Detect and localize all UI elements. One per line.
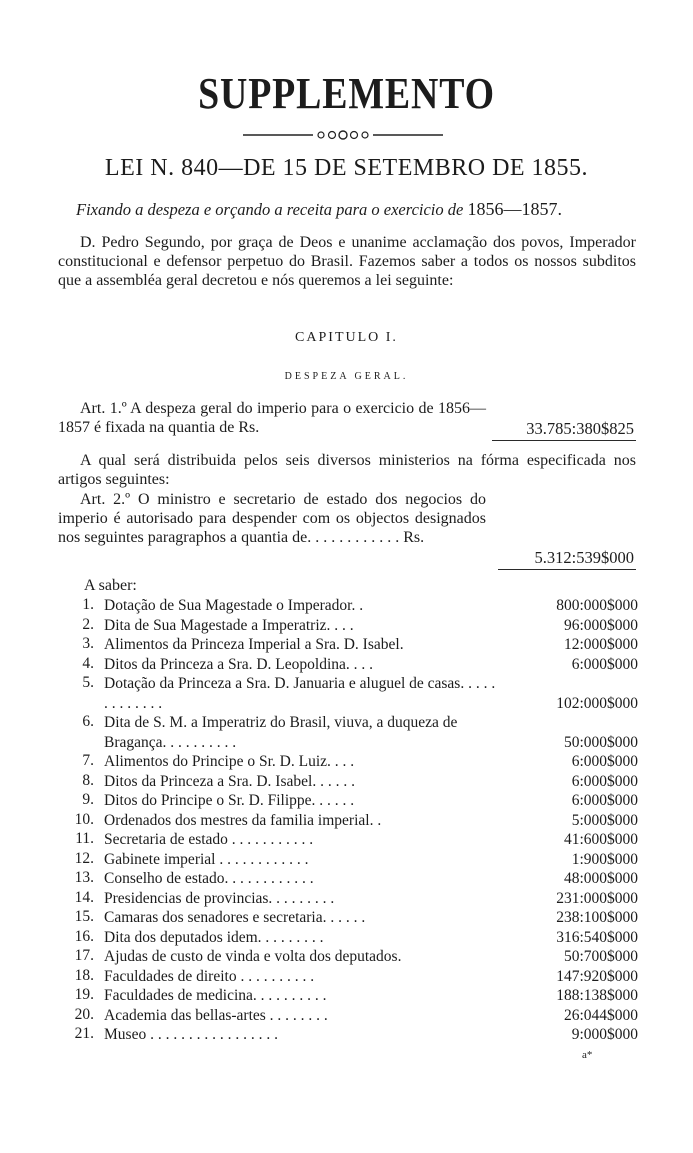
item-value: 147:920$000 <box>556 967 638 985</box>
item-number: 14. <box>74 888 94 906</box>
item-value: 316:540$000 <box>556 928 638 946</box>
list-item <box>0 928 693 948</box>
item-text: Ditos da Princeza a Sra. D. Leopoldina. . . . <box>104 655 374 673</box>
item-number: 10. <box>74 810 94 828</box>
ornament-divider <box>243 129 443 141</box>
item-value: 48:000$000 <box>563 870 638 887</box>
item-number: 18. <box>74 966 94 984</box>
article-1-amount: 33.785:380$825 <box>526 419 634 438</box>
item-text: Secretaria de estado . . . . . . . . . . . <box>104 831 314 848</box>
item-text: Dita de Sua Magestade a Imperatriz. . . . <box>104 616 354 634</box>
item-text: Academia das bellas-artes . . . . . . . . <box>104 1006 328 1024</box>
list-item <box>0 616 693 636</box>
item-text: Alimentos da Princeza Imperial a Sra. D. Isabel. <box>104 636 404 653</box>
distribution-paragraph: A qual será distribuida pelos seis diversos ministerios na fórma especificada nos artigos seguintes: <box>58 452 636 488</box>
item-value: 6:000$000 <box>571 772 638 790</box>
list-item <box>0 1006 693 1026</box>
item-value: 50:700$000 <box>563 948 638 965</box>
list-item <box>0 1025 693 1045</box>
item-number: 15. <box>74 908 94 925</box>
item-value: 9:000$000 <box>571 1026 638 1043</box>
item-value: 41:600$000 <box>563 831 638 848</box>
item-text: Camaras dos senadores e secretaria. . . . . . <box>104 909 366 926</box>
item-value: 800:000$000 <box>556 597 638 614</box>
item-text: Faculdades de direito . . . . . . . . . . <box>104 967 315 985</box>
list-item <box>0 850 693 870</box>
list-item <box>0 752 693 772</box>
list-item <box>0 869 693 889</box>
item-value: 26:044$000 <box>563 1006 638 1024</box>
article-2-amount: 5.312:539$000 <box>534 548 634 567</box>
item-number: 19. <box>74 986 94 1003</box>
list-item <box>0 674 693 713</box>
list-item <box>0 908 693 928</box>
item-text: Presidencias de provincias. . . . . . . . . <box>104 889 335 907</box>
list-item <box>0 655 693 675</box>
intro-paragraph: D. Pedro Segundo, por graça de Deos e unanime acclamação dos povos, Imperador constitucional e defensor perpetuo do Brasil. Fazemos saber a todos os nossos subditos que a assembléa geral decretou e nós queremos a lei seguinte: <box>58 234 636 289</box>
list-item <box>0 986 693 1006</box>
item-value: 188:138$000 <box>556 987 638 1004</box>
law-subtitle <box>76 199 562 220</box>
item-number: 2. <box>82 615 94 633</box>
item-value: 238:100$000 <box>556 909 638 926</box>
item-text: Conselho de estado. . . . . . . . . . . . <box>104 870 314 887</box>
list-item <box>0 713 693 752</box>
item-value: 5:000$000 <box>571 811 638 829</box>
item-number: 7. <box>82 752 94 769</box>
item-number: 3. <box>82 635 94 652</box>
subtitle-years: 1856—1857. <box>467 199 562 219</box>
amount-underline <box>492 440 636 441</box>
item-number: 21. <box>74 1025 94 1042</box>
item-number: 9. <box>82 791 94 808</box>
item-number: 6. <box>82 713 94 730</box>
list-item <box>0 830 693 850</box>
item-value: 6:000$000 <box>571 753 638 770</box>
item-text: Ordenados dos mestres da familia imperial. . <box>104 811 382 829</box>
item-text: Alimentos do Principe o Sr. D. Luiz. . . . <box>104 753 355 770</box>
list-item <box>0 772 693 792</box>
item-value: 6:000$000 <box>571 655 638 673</box>
item-text: Dita de S. M. a Imperatriz do Brasil, viuva, a duqueza de Bragança. . . . . . . . . . <box>104 714 458 751</box>
item-value: 50:000$000 <box>563 733 638 751</box>
item-text: Ditos da Princeza a Sra. D. Isabel. . . . . . <box>104 772 355 790</box>
item-number: 4. <box>82 654 94 672</box>
item-value: 1:900$000 <box>571 850 638 868</box>
item-text: Dotação da Princeza a Sra. D. Januaria e aluguel de casas. . . . . . . . . . . . . <box>104 675 496 712</box>
item-text: Dita dos deputados idem. . . . . . . . . <box>104 928 324 946</box>
list-item <box>0 811 693 831</box>
item-number: 12. <box>74 849 94 867</box>
item-number: 8. <box>82 771 94 789</box>
item-number: 17. <box>74 947 94 964</box>
list-item <box>0 596 693 616</box>
section-heading: DESPEZA GERAL. <box>284 371 409 382</box>
list-item <box>0 791 693 811</box>
a-saber-label: A saber: <box>84 577 137 594</box>
item-number: 20. <box>74 1005 94 1023</box>
item-value: 12:000$000 <box>563 636 638 653</box>
item-number: 5. <box>82 674 94 691</box>
expense-list <box>0 596 693 1045</box>
list-item <box>0 947 693 967</box>
item-value: 6:000$000 <box>571 792 638 809</box>
item-value: 231:000$000 <box>556 889 638 907</box>
item-number: 1. <box>82 596 94 613</box>
item-text: Faculdades de medicina. . . . . . . . . . <box>104 987 327 1004</box>
signature-mark: a* <box>582 1049 593 1061</box>
subtitle-text: Fixando a despeza e orçando a receita para o exercicio de <box>76 200 464 219</box>
list-item <box>0 635 693 655</box>
page-title: SUPPLEMENTO <box>198 69 495 118</box>
list-item <box>0 889 693 909</box>
article-1-text: Art. 1.º A despeza geral do imperio para o exercicio de 1856—1857 é fixada na quantia de Rs. <box>58 400 486 436</box>
item-text: Gabinete imperial . . . . . . . . . . . . <box>104 850 309 868</box>
item-text: Museo . . . . . . . . . . . . . . . . . <box>104 1026 278 1043</box>
law-heading: LEI N. 840—DE 15 DE SETEMBRO DE 1855. <box>104 155 589 181</box>
item-value: 96:000$000 <box>563 616 638 634</box>
item-text: Ajudas de custo de vinda e volta dos deputados. <box>104 948 402 965</box>
amount-underline <box>498 569 636 570</box>
item-number: 16. <box>74 927 94 945</box>
list-item <box>0 967 693 987</box>
item-text: Ditos do Principe o Sr. D. Filippe. . . . . . <box>104 792 355 809</box>
item-value: 102:000$000 <box>556 694 638 712</box>
item-text: Dotação de Sua Magestade o Imperador. . <box>104 597 364 614</box>
item-number: 11. <box>75 830 94 847</box>
chapter-heading: CAPITULO I. <box>295 330 398 345</box>
item-number: 13. <box>74 869 94 886</box>
article-2-text: Art. 2.º O ministro e secretario de estado dos negocios do imperio é autorisado para despender com os objectos designados nos seguintes paragraphos a quantia de. . . . . . . . . . . . Rs. <box>58 491 486 546</box>
